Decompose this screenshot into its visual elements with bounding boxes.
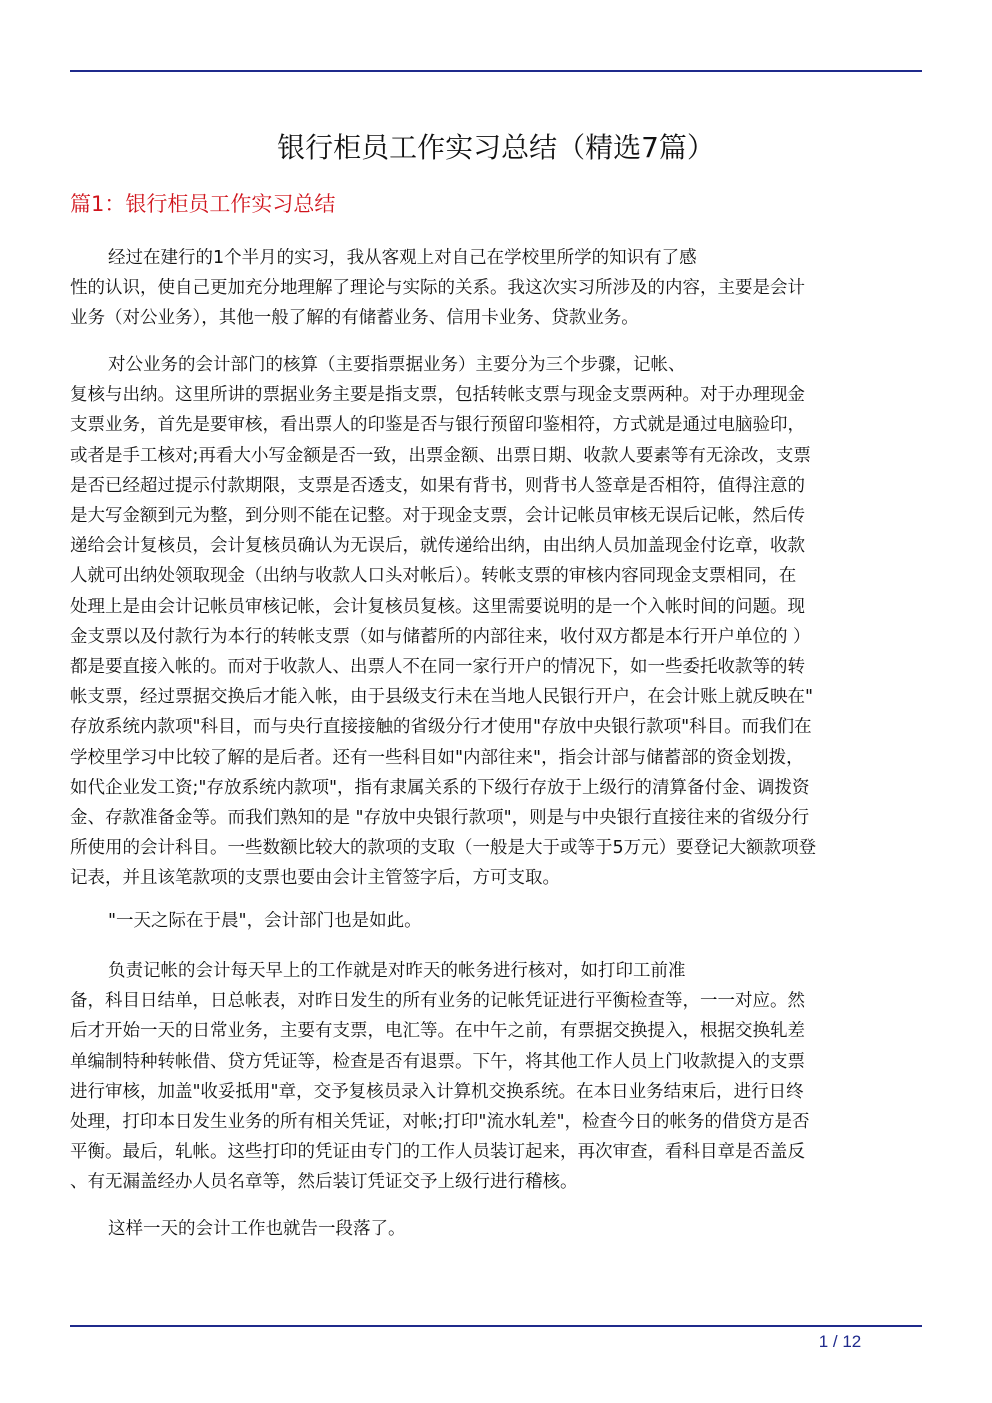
text-line: 金支票以及付款行为本行的转帐支票（如与储蓄所的内部往来，收付双方都是本行开户单位的 ） bbox=[70, 626, 811, 647]
text-line: 平衡。最后，轧帐。这些打印的凭证由专门的工作人员装订起来，再次审查，看科目章是否盖反 bbox=[70, 1142, 805, 1163]
text-line: 负责记帐的会计每天早上的工作就是对昨天的帐务进行核对，如打印工前准 bbox=[108, 961, 686, 981]
text-line: 处理，打印本日发生业务的所有相关凭证，对帐;打印"流水轧差"，检查今日的帐务的借贷方是否 bbox=[70, 1112, 810, 1133]
text-line: 支票业务，首先是要审核，看出票人的印鉴是否与银行预留印鉴相符，方式就是通过电脑验印， bbox=[70, 415, 805, 436]
text-line: 后才开始一天的日常业务，主要有支票，电汇等。在中午之前，有票据交换提入，根据交换轧差 bbox=[70, 1021, 805, 1042]
text-line: 人就可出纳处领取现金（出纳与收款人口头对帐后）。转帐支票的审核内容同现金支票相同，在 bbox=[70, 566, 797, 587]
text-line: 复核与出纳。这里所讲的票据业务主要是指支票，包括转帐支票与现金支票两种。对于办理现金 bbox=[70, 385, 805, 406]
text-line: 进行审核，加盖"收妥抵用"章，交予复核员录入计算机交换系统。在本日业务结束后，进行日终 bbox=[70, 1081, 804, 1102]
text-line: 金、存款准备金等。而我们熟知的是 "存放中央银行款项"，则是与中央银行直接往来的省级分行 bbox=[70, 808, 810, 829]
paragraph-4 bbox=[70, 956, 922, 1198]
header-rule bbox=[70, 70, 922, 72]
text-line: 存放系统内款项"科目，而与央行直接接触的省级分行才使用"存放中央银行款项"科目。而我们在 bbox=[70, 717, 812, 738]
section-heading: 篇1：银行柜员工作实习总结 bbox=[70, 192, 336, 216]
text-line: 、有无漏盖经办人员名章等，然后装订凭证交予上级行进行稽核。 bbox=[70, 1172, 578, 1193]
text-line: 如代企业发工资;"存放系统内款项"，指有隶属关系的下级行存放于上级行的清算备付金、调拨资 bbox=[70, 777, 810, 798]
paragraph-5 bbox=[70, 1214, 922, 1244]
text-line: 记表，并且该笔款项的支票也要由会计主管签字后，方可支取。 bbox=[70, 868, 560, 889]
text-line: 帐支票，经过票据交换后才能入帐，由于县级支行未在当地人民银行开户，在会计账上就反映在" bbox=[70, 687, 814, 708]
text-line: 是大写金额到元为整，到分则不能在记整。对于现金支票，会计记帐员审核无误后记帐，然后传 bbox=[70, 506, 805, 527]
text-line: 是否已经超过提示付款期限，支票是否透支，如果有背书，则背书人签章是否相符，值得注意的 bbox=[70, 475, 805, 496]
paragraph-1 bbox=[70, 243, 922, 334]
text-line: 性的认识，使自己更加充分地理解了理论与实际的关系。我这次实习所涉及的内容，主要是会计 bbox=[70, 278, 805, 299]
paragraph-2 bbox=[70, 350, 922, 894]
page-number: 1 / 12 bbox=[818, 1332, 862, 1351]
text-line: "一天之际在于晨"，会计部门也是如此。 bbox=[108, 911, 422, 931]
text-line: 经过在建行的1个半月的实习，我从客观上对自己在学校里所学的知识有了感 bbox=[108, 248, 697, 268]
text-line: 或者是手工核对;再看大小写金额是否一致，出票金额、出票日期、收款人要素等有无涂改，支票 bbox=[70, 445, 811, 466]
text-line: 都是要直接入帐的。而对于收款人、出票人不在同一家行开户的情况下，如一些委托收款等的转 bbox=[70, 657, 805, 678]
paragraph-3 bbox=[70, 906, 922, 936]
text-line: 对公业务的会计部门的核算（主要指票据业务）主要分为三个步骤，记帐、 bbox=[108, 355, 686, 375]
text-line: 单编制特种转帐借、贷方凭证等，检查是否有退票。下午，将其他工作人员上门收款提入的支票 bbox=[70, 1051, 805, 1072]
footer-rule bbox=[70, 1325, 922, 1327]
text-line: 处理上是由会计记帐员审核记帐，会计复核员复核。这里需要说明的是一个入帐时间的问题。现 bbox=[70, 596, 805, 617]
text-line: 所使用的会计科目。一些数额比较大的款项的支取（一般是大于或等于5万元）要登记大额款项登 bbox=[70, 838, 817, 859]
document-title: 银行柜员工作实习总结（精选7篇） bbox=[277, 131, 715, 164]
text-line: 递给会计复核员，会计复核员确认为无误后，就传递给出纳，由出纳人员加盖现金付讫章，收款 bbox=[70, 536, 805, 557]
text-line: 备，科目日结单，日总帐表，对昨日发生的所有业务的记帐凭证进行平衡检查等，一一对应。然 bbox=[70, 991, 805, 1012]
text-line: 学校里学习中比较了解的是后者。还有一些科目如"内部往来"，指会计部与储蓄部的资金划拨， bbox=[70, 747, 804, 768]
text-line: 业务（对公业务），其他一般了解的有储蓄业务、信用卡业务、贷款业务。 bbox=[70, 308, 639, 329]
text-line: 这样一天的会计工作也就告一段落了。 bbox=[108, 1219, 406, 1239]
